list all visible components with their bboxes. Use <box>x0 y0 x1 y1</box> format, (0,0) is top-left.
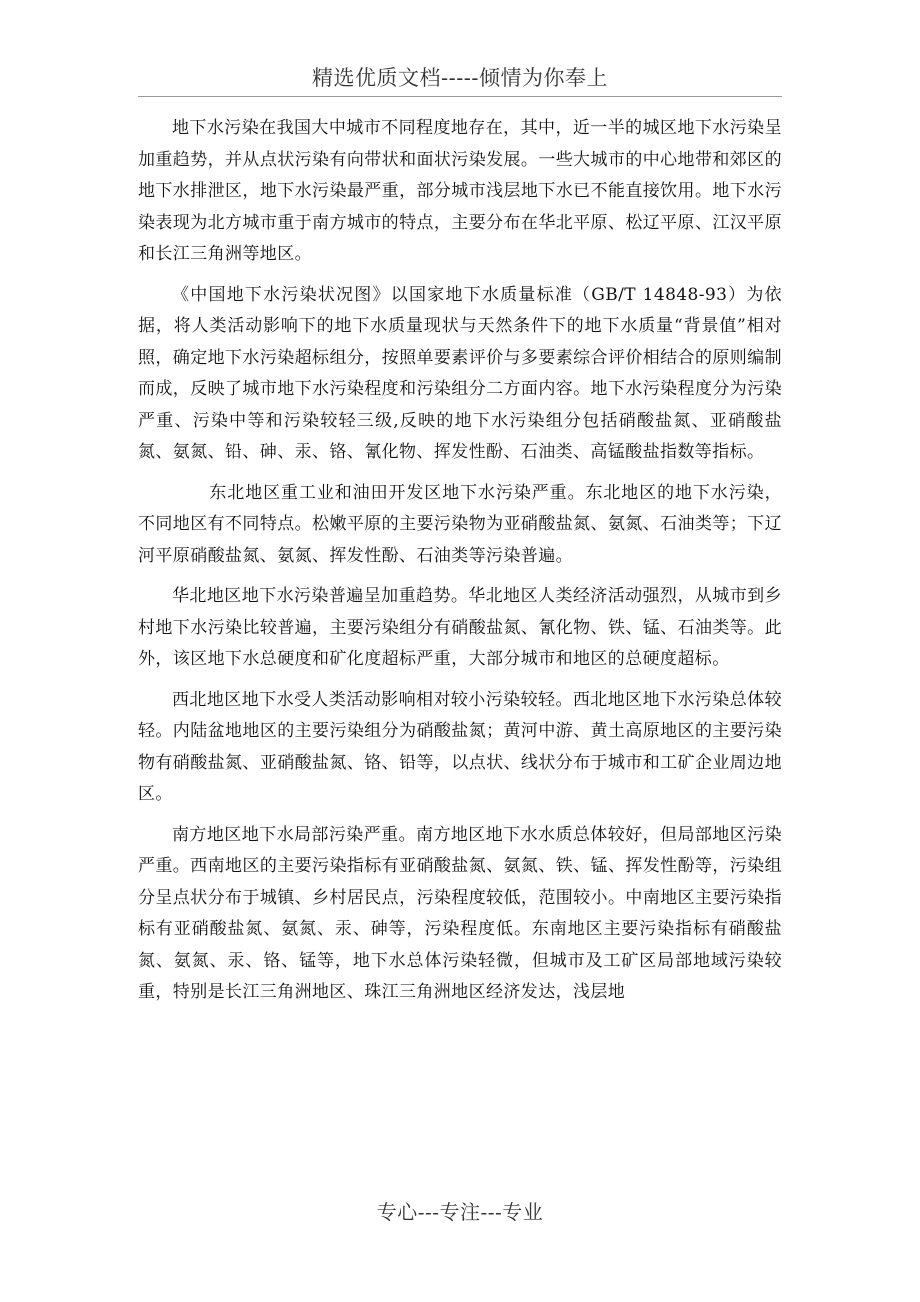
paragraph-overview: 地下水污染在我国大中城市不同程度地存在，其中，近一半的城区地下水污染呈加重趋势，并从点状污染有向带状和面状污染发展。一些大城市的中心地带和郊区的地下水排泄区，地下水污染最严重，部分城市浅层地下水已不能直接饮用。地下水污染表现为北方城市重于南方城市的特点，主要分布在华北平原、松辽平原、江汉平原和长江三角洲等地区。 <box>138 118 782 264</box>
document-body <box>138 113 782 1018</box>
page-header <box>138 58 782 97</box>
paragraph-north-china: 华北地区地下水污染普遍呈加重趋势。华北地区人类经济活动强烈，从城市到乡村地下水污染比较普遍，主要污染组分有硝酸盐氮、氰化物、铁、锰、石油类等。此外，该区地下水总硬度和矿化度超标严重，大部分城市和地区的总硬度超标。 <box>138 586 782 669</box>
paragraph-northeast: 东北地区重工业和油田开发区地下水污染严重。东北地区的地下水污染，不同地区有不同特点。松嫩平原的主要污染物为亚硝酸盐氮、氨氮、石油类等；下辽河平原硝酸盐氮、氨氮、挥发性酚、石油类等污染普遍。 <box>138 482 782 566</box>
paragraph-map-description: 《中国地下水污染状况图》以国家地下水质量标准（GB/T 14848-93）为依据，将人类活动影响下的地下水质量现状与天然条件下的地下水质量“背景值”相对照，确定地下水污染超标组分，按照单要素评价与多要素综合评价相结合的原则编制而成，反映了城市地下水污染程度和污染组分二方面内容。地下水污染程度分为污染严重、污染中等和污染较轻三级,反映的地下水污染组分包括硝酸盐氮、亚硝酸盐氮、氨氮、铅、砷、汞、铬、氰化物、挥发性酚、石油类、高锰酸盐指数等指标。 <box>138 284 782 462</box>
header-text: 精选优质文档-----倾情为你奉上 <box>312 66 608 90</box>
paragraph-south: 南方地区地下水局部污染严重。南方地区地下水水质总体较好，但局部地区污染严重。西南地区的主要污染指标有亚硝酸盐氮、氨氮、铁、锰、挥发性酚等，污染组分呈点状分布于城镇、乡村居民点，污染程度较低，范围较小。中南地区主要污染指标有亚硝酸盐氮、氨氮、汞、砷等，污染程度低。东南地区主要污染指标有硝酸盐氮、氨氮、汞、铬、锰等，地下水总体污染轻微，但城市及工矿区局部地域污染较重，特别是长江三角洲地区、珠江三角洲地区经济发达，浅层地 <box>138 824 782 1002</box>
page-footer: 专心---专注---专业 <box>376 1200 544 1224</box>
paragraph-northwest: 西北地区地下水受人类活动影响相对较小污染较轻。西北地区地下水污染总体较轻。内陆盆地地区的主要污染组分为硝酸盐氮；黄河中游、黄土高原地区的主要污染物有硝酸盐氮、亚硝酸盐氮、铬、铅等，以点状、线状分布于城市和工矿企业周边地区。 <box>138 689 782 804</box>
